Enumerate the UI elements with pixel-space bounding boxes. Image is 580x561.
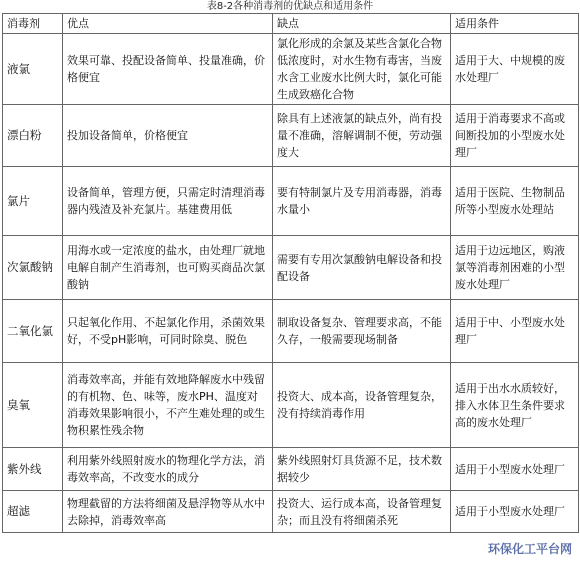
cell-disadvantages: 投资大、运行成本高，设备管理复杂；而且没有将细菌杀死 [273, 491, 451, 533]
watermark-logo: 环保化工平台网 [487, 542, 572, 556]
cell-disinfectant: 漂白粉 [3, 105, 63, 167]
header-disadvantages: 缺点 [273, 14, 451, 34]
cell-disadvantages: 投资大、成本高，设备管理复杂，没有持续消毒作用 [273, 363, 451, 448]
header-disinfectant: 消毒剂 [3, 14, 63, 34]
cell-conditions: 适用于边远地区，购液氯等消毒剂困难的小型废水处理厂 [451, 236, 579, 300]
cell-disadvantages: 需要有专用次氯酸钠电解设备和投配设备 [273, 236, 451, 300]
cell-advantages: 用海水或一定浓度的盐水，由处理厂就地电解自制产生消毒剂，也可购买商品次氯酸钠 [63, 236, 273, 300]
table-row [3, 34, 579, 105]
table-row [3, 448, 579, 491]
cell-disadvantages: 氯化形成的余氯及某些含氯化合物低浓度时，对水生物有毒害，当废水含工业废水比例大时，氯化可能生成致癌化合物 [273, 34, 451, 105]
table-caption: 表8-2各种消毒剂的优缺点和适用条件 [206, 1, 374, 12]
cell-conditions: 适用于大、中规模的废水处理厂 [451, 34, 579, 105]
cell-disinfectant: 臭氧 [3, 363, 63, 448]
cell-disadvantages: 除具有上述液氯的缺点外，尚有投量不准确，溶解调制不便，劳动强度大 [273, 105, 451, 167]
cell-disadvantages: 制取设备复杂、管理要求高，不能久存，一般需要现场制备 [273, 300, 451, 363]
cell-conditions: 适用于出水水质较好，排入水体卫生条件要求高的废水处理厂 [451, 363, 579, 448]
table-header-row [3, 14, 579, 34]
cell-disinfectant: 二氧化氯 [3, 300, 63, 363]
table-row [3, 491, 579, 533]
cell-conditions: 适用于医院、生物制品所等小型废水处理站 [451, 167, 579, 236]
disinfectant-table [2, 13, 579, 533]
header-advantages: 优点 [63, 14, 273, 34]
table-row [3, 236, 579, 300]
cell-advantages: 效果可靠、投配设备简单、投量准确，价格便宜 [63, 34, 273, 105]
table-row [3, 105, 579, 167]
cell-advantages: 设备简单，管理方便，只需定时清理消毒器内残渣及补充氯片。基建费用低 [63, 167, 273, 236]
cell-disinfectant: 液氯 [3, 34, 63, 105]
table-row [3, 167, 579, 236]
cell-conditions: 适用于中、小型废水处理厂 [451, 300, 579, 363]
cell-advantages: 投加设备简单，价格便宜 [63, 105, 273, 167]
cell-conditions: 适用于小型废水处理厂 [451, 448, 579, 491]
cell-advantages: 只起氧化作用、不起氯化作用，杀菌效果好，不受pH影响，可同时除臭、脱色 [63, 300, 273, 363]
cell-disadvantages: 要有特制氯片及专用消毒器，消毒水量小 [273, 167, 451, 236]
cell-disinfectant: 超滤 [3, 491, 63, 533]
cell-disadvantages: 紫外线照射灯具货源不足，技术数据较少 [273, 448, 451, 491]
cell-advantages: 物理截留的方法将细菌及悬浮物等从水中去除掉，消毒效率高 [63, 491, 273, 533]
table-row [3, 363, 579, 448]
cell-disinfectant: 次氯酸钠 [3, 236, 63, 300]
cell-conditions: 适用于小型废水处理厂 [451, 491, 579, 533]
cell-advantages: 利用紫外线照射废水的物理化学方法，消毒效率高，不改变水的成分 [63, 448, 273, 491]
cell-advantages: 消毒效率高，并能有效地降解废水中残留的有机物、色、味等，废水PH、温度对消毒效果影响很小，不产生难处理的或生物积累性残余物 [63, 363, 273, 448]
cell-disinfectant: 紫外线 [3, 448, 63, 491]
cell-disinfectant: 氯片 [3, 167, 63, 236]
cell-conditions: 适用于消毒要求不高或间断投加的小型废水处理厂 [451, 105, 579, 167]
header-conditions: 适用条件 [451, 14, 579, 34]
table-row [3, 300, 579, 363]
